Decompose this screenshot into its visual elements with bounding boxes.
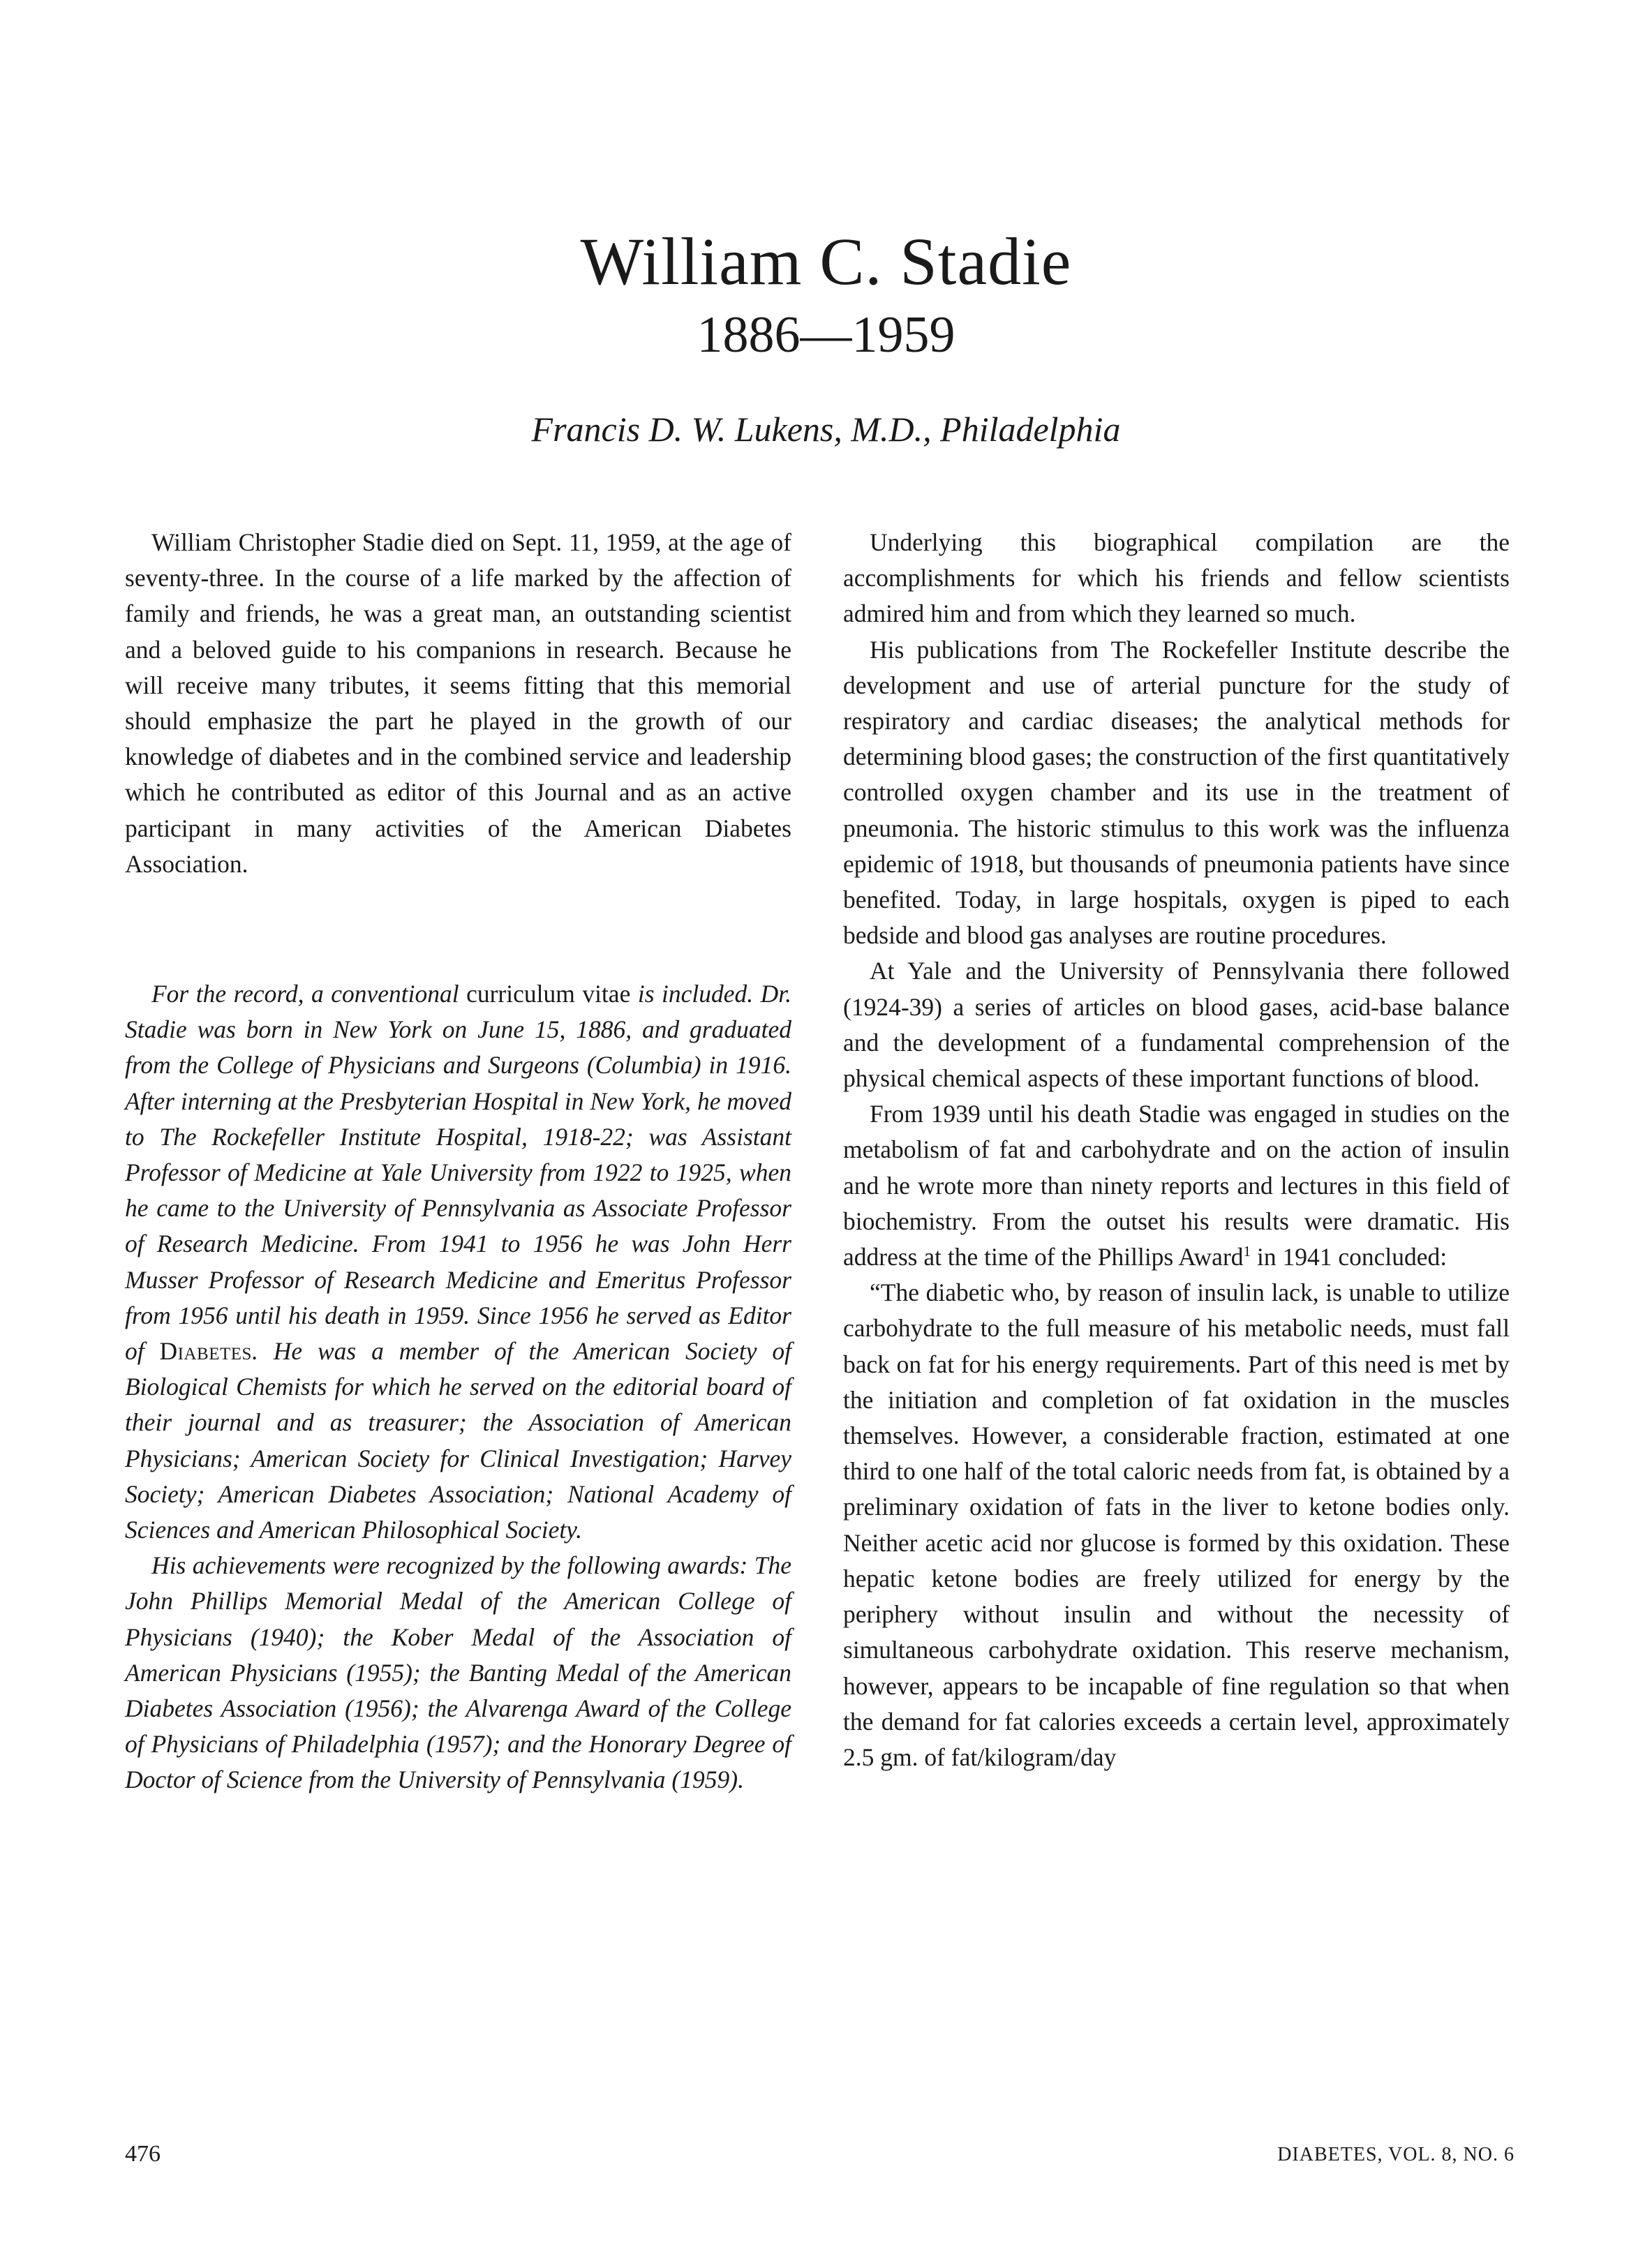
cv-text-2: is included. Dr. Stadie was born in New York on June 15, 1886, and graduated from the College of Physicians and Surgeons (Columbia) in 1916. After interning at the Presbyterian Hospital in New York, he moved to The Rockefeller Institute Hospital, 1918-22; was Assistant Professor of Medicine at Yale University from 1922 to 1925, when he came to the University of Pennsylvania as Associate Professor of Research Medicine. From 1941 to 1956 he was John Herr Musser Professor of Research Medicine and Emeritus Professor from 1956 until his death in 1959. Since 1956 he served as Editor of [125, 980, 791, 1366]
journal-name: Diabetes [159, 1337, 252, 1366]
p4-text-b: in 1941 concluded: [1251, 1243, 1448, 1271]
right-paragraph-1: Underlying this biographical compilation are the accomplishments for which his friends and fellow scientists admired him and from which they learned so much. [843, 528, 1510, 628]
right-paragraph-5: “The diabetic who, by reason of insulin lack, is unable to utilize carbohydrate to the full measure of his metabolic needs, must fall back on fat for his energy requirements. Part of this need is met by the initiation and completion of fat oxidation in the muscles themselves. However, a considerable fraction, estimated at one third to one half of the total caloric needs from fat, is obtained by a preliminary oxidation of fats in the liver to ketone bodies only. Neither acetic acid nor glucose is formed by this oxidation. These hepatic ketone bodies are freely utilized for energy by the periphery without insulin and without the necessity of simultaneous carbohydrate oxidation. This reserve mechanism, however, appears to be incapable of fine regulation so that when the demand for fat calories exceeds a certain level, approximately 2.5 gm. of fat/kilogram/day [843, 1278, 1510, 1771]
footnote-ref: 1 [1243, 1243, 1251, 1260]
cv-paragraph [125, 976, 791, 1548]
intro-paragraph: William Christopher Stadie died on Sept. 11, 1959, at the age of seventy-three. In the course of a life marked by the affection of family and friends, he was a great man, an outstanding scientist and a beloved guide to his companions in research. Because he will receive many tributes, it seems fitting that this memorial should emphasize the part he played in the growth of our knowledge of diabetes and in the combined service and leadership which he contributed as editor of this Journal and as an active participant in many activities of the American Diabetes Association. [125, 528, 791, 878]
author-byline: Francis D. W. Lukens, M.D., Philadelphia [531, 410, 1121, 449]
cv-upright-term: curriculum vitae [466, 980, 631, 1008]
right-paragraph-3: At Yale and the University of Pennsylvania there followed (1924-39) a series of articles on blood gases, acid-base balance and the development of a fundamental comprehension of the physical chemical aspects of these important functions of blood. [843, 957, 1510, 1093]
left-column-cv [125, 976, 791, 1798]
right-column [843, 525, 1510, 1775]
awards-paragraph: His achievements were recognized by the following awards: The John Phillips Memorial Medal of the American College of Physicians (1940); the Kober Medal of the Association of American Physicians (1955); the Banting Medal of the American Diabetes Association (1956); the Alvarenga Award of the College of Physicians of Philadelphia (1957); and the Honorary Degree of Doctor of Science from the University of Pennsylvania (1959). [125, 1551, 791, 1794]
cv-text-3: . He was a member of the American Society of Biological Chemists for which he served on the editorial board of their journal and as treasurer; the Association of American Physicians; American Society for Clinical Investigation; Harvey Society; American Diabetes Association; National Academy of Sciences and American Philosophical Society. [125, 1337, 792, 1544]
p4-text-a: From 1939 until his death Stadie was engaged in studies on the metabolism of fat and carbohydrate and on the action of insulin and he wrote more than ninety reports and lectures in this field of biochemistry. From the outset his results were dramatic. His address at the time of the Phillips Award [843, 1100, 1510, 1271]
page-number: 476 [125, 2141, 161, 2167]
right-paragraph-2: His publications from The Rockefeller Institute describe the development and use of arterial puncture for the study of respiratory and cardiac diseases; the analytical methods for determining blood gases; the construction of the first quantitatively controlled oxygen chamber and its use in the treatment of pneumonia. The historic stimulus to this work was the influenza epidemic of 1918, but thousands of pneumonia patients have since benefited. Today, in large hospitals, oxygen is piped to each bedside and blood gas analyses are routine procedures. [843, 635, 1510, 950]
life-years: 1886—1959 [697, 306, 955, 364]
left-column-intro [125, 525, 791, 882]
cv-text-1: For the record, a conventional [151, 980, 459, 1008]
article-title: William C. Stadie [580, 224, 1072, 299]
running-head: DIABETES, VOL. 8, NO. 6 [1277, 2144, 1515, 2165]
right-paragraph-4 [843, 1096, 1510, 1275]
